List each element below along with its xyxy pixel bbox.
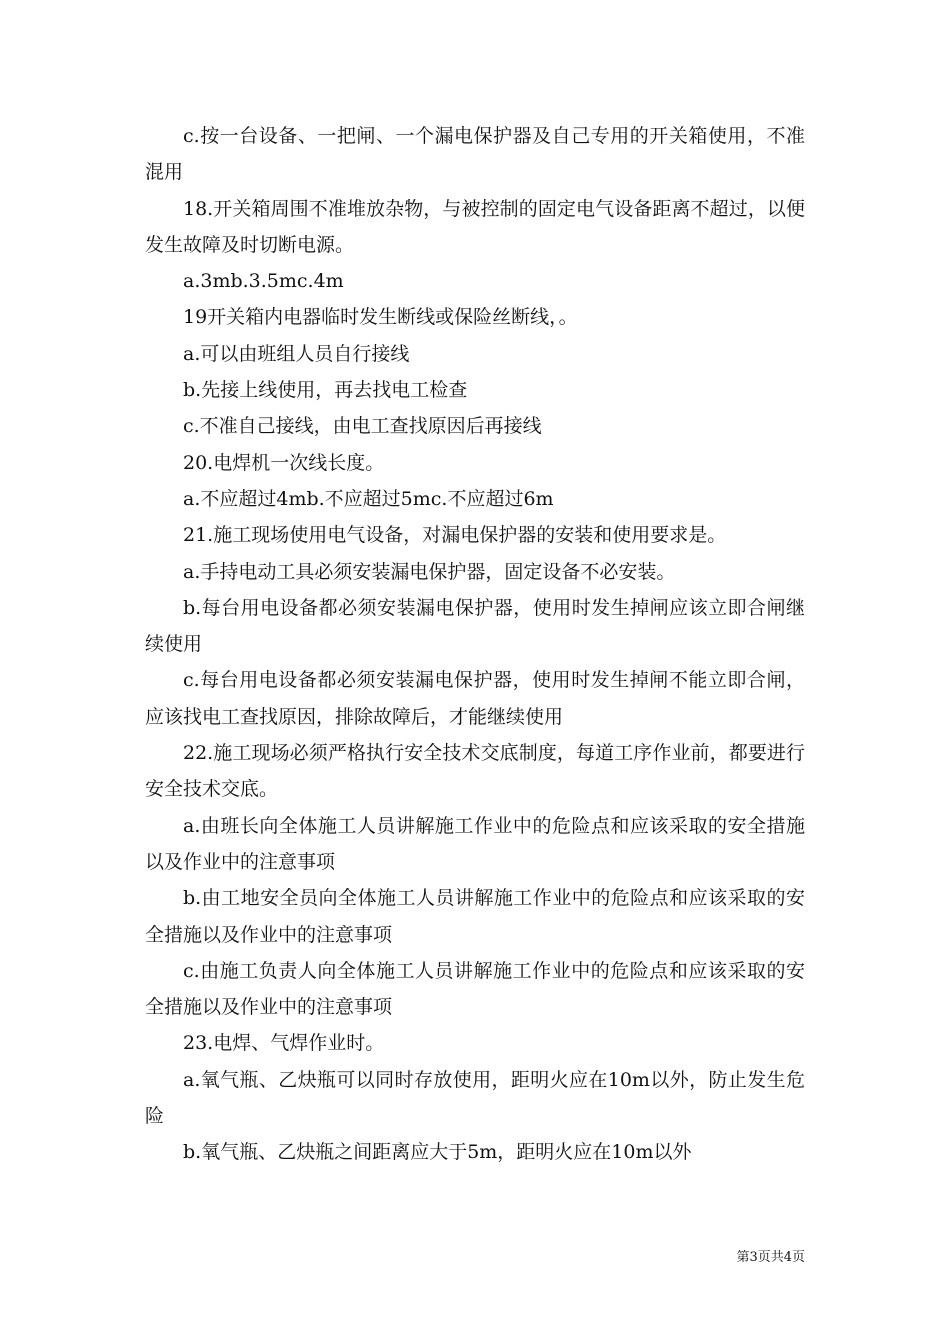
question-21-option-b: b.每台用电设备都必须安装漏电保护器，使用时发生掉闸应该立即合闸继续使用 [145,596,805,656]
question-23: 23.电焊、气焊作业时。 [183,1032,385,1055]
question-19-option-c: c.不准自己接线，由电工查找原因后再接线 [183,415,542,438]
document-body [145,118,805,1171]
question-23-option-b: b.氧气瓶、乙炔瓶之间距离应大于5m，距明火应在10m以外 [183,1141,692,1164]
question-18: 18.开关箱周围不准堆放杂物，与被控制的固定电气设备距离不超过，以便发生故障及时切断电源。 [145,197,805,256]
question-19-option-a: a.可以由班组人员自行接线 [183,342,410,365]
question-21-option-c: c.每台用电设备都必须安装漏电保护器，使用时发生掉闸不能立即合闸，应该找电工查找原因，排除故障后，才能继续使用 [145,669,805,728]
paragraph-option-c: c.按一台设备、一把闸、一个漏电保护器及自己专用的开关箱使用，不准混用 [145,125,805,184]
question-22-option-c: c.由施工负责人向全体施工人员讲解施工作业中的危险点和应该采取的安全措施以及作业中的注意事项 [145,959,805,1019]
question-20-options: a.不应超过4mb.不应超过5mc.不应超过6m [183,487,554,510]
question-22: 22.施工现场必须严格执行安全技术交底制度，每道工序作业前，都要进行安全技术交底。 [145,742,805,801]
question-23-option-a: a.氧气瓶、乙炔瓶可以同时存放使用，距明火应在10m以外，防止发生危险 [145,1068,805,1128]
question-22-option-b: b.由工地安全员向全体施工人员讲解施工作业中的危险点和应该采取的安全措施以及作业中的注意事项 [145,887,805,946]
question-21: 21.施工现场使用电气设备，对漏电保护器的安装和使用要求是。 [183,524,727,547]
page-number-footer: 第3页共4页 [736,1250,805,1265]
question-22-option-a: a.由班长向全体施工人员讲解施工作业中的危险点和应该采取的安全措施以及作业中的注意事项 [145,814,805,873]
question-18-options: a.3mb.3.5mc.4m [183,270,344,293]
question-19-option-b: b.先接上线使用，再去找电工检查 [183,379,468,402]
question-21-option-a: a.手持电动工具必须安装漏电保护器，固定设备不必安装。 [183,560,676,583]
question-20: 20.电焊机一次线长度。 [183,451,385,474]
question-19: 19开关箱内电器临时发生断线或保险丝断线，。 [183,306,578,329]
